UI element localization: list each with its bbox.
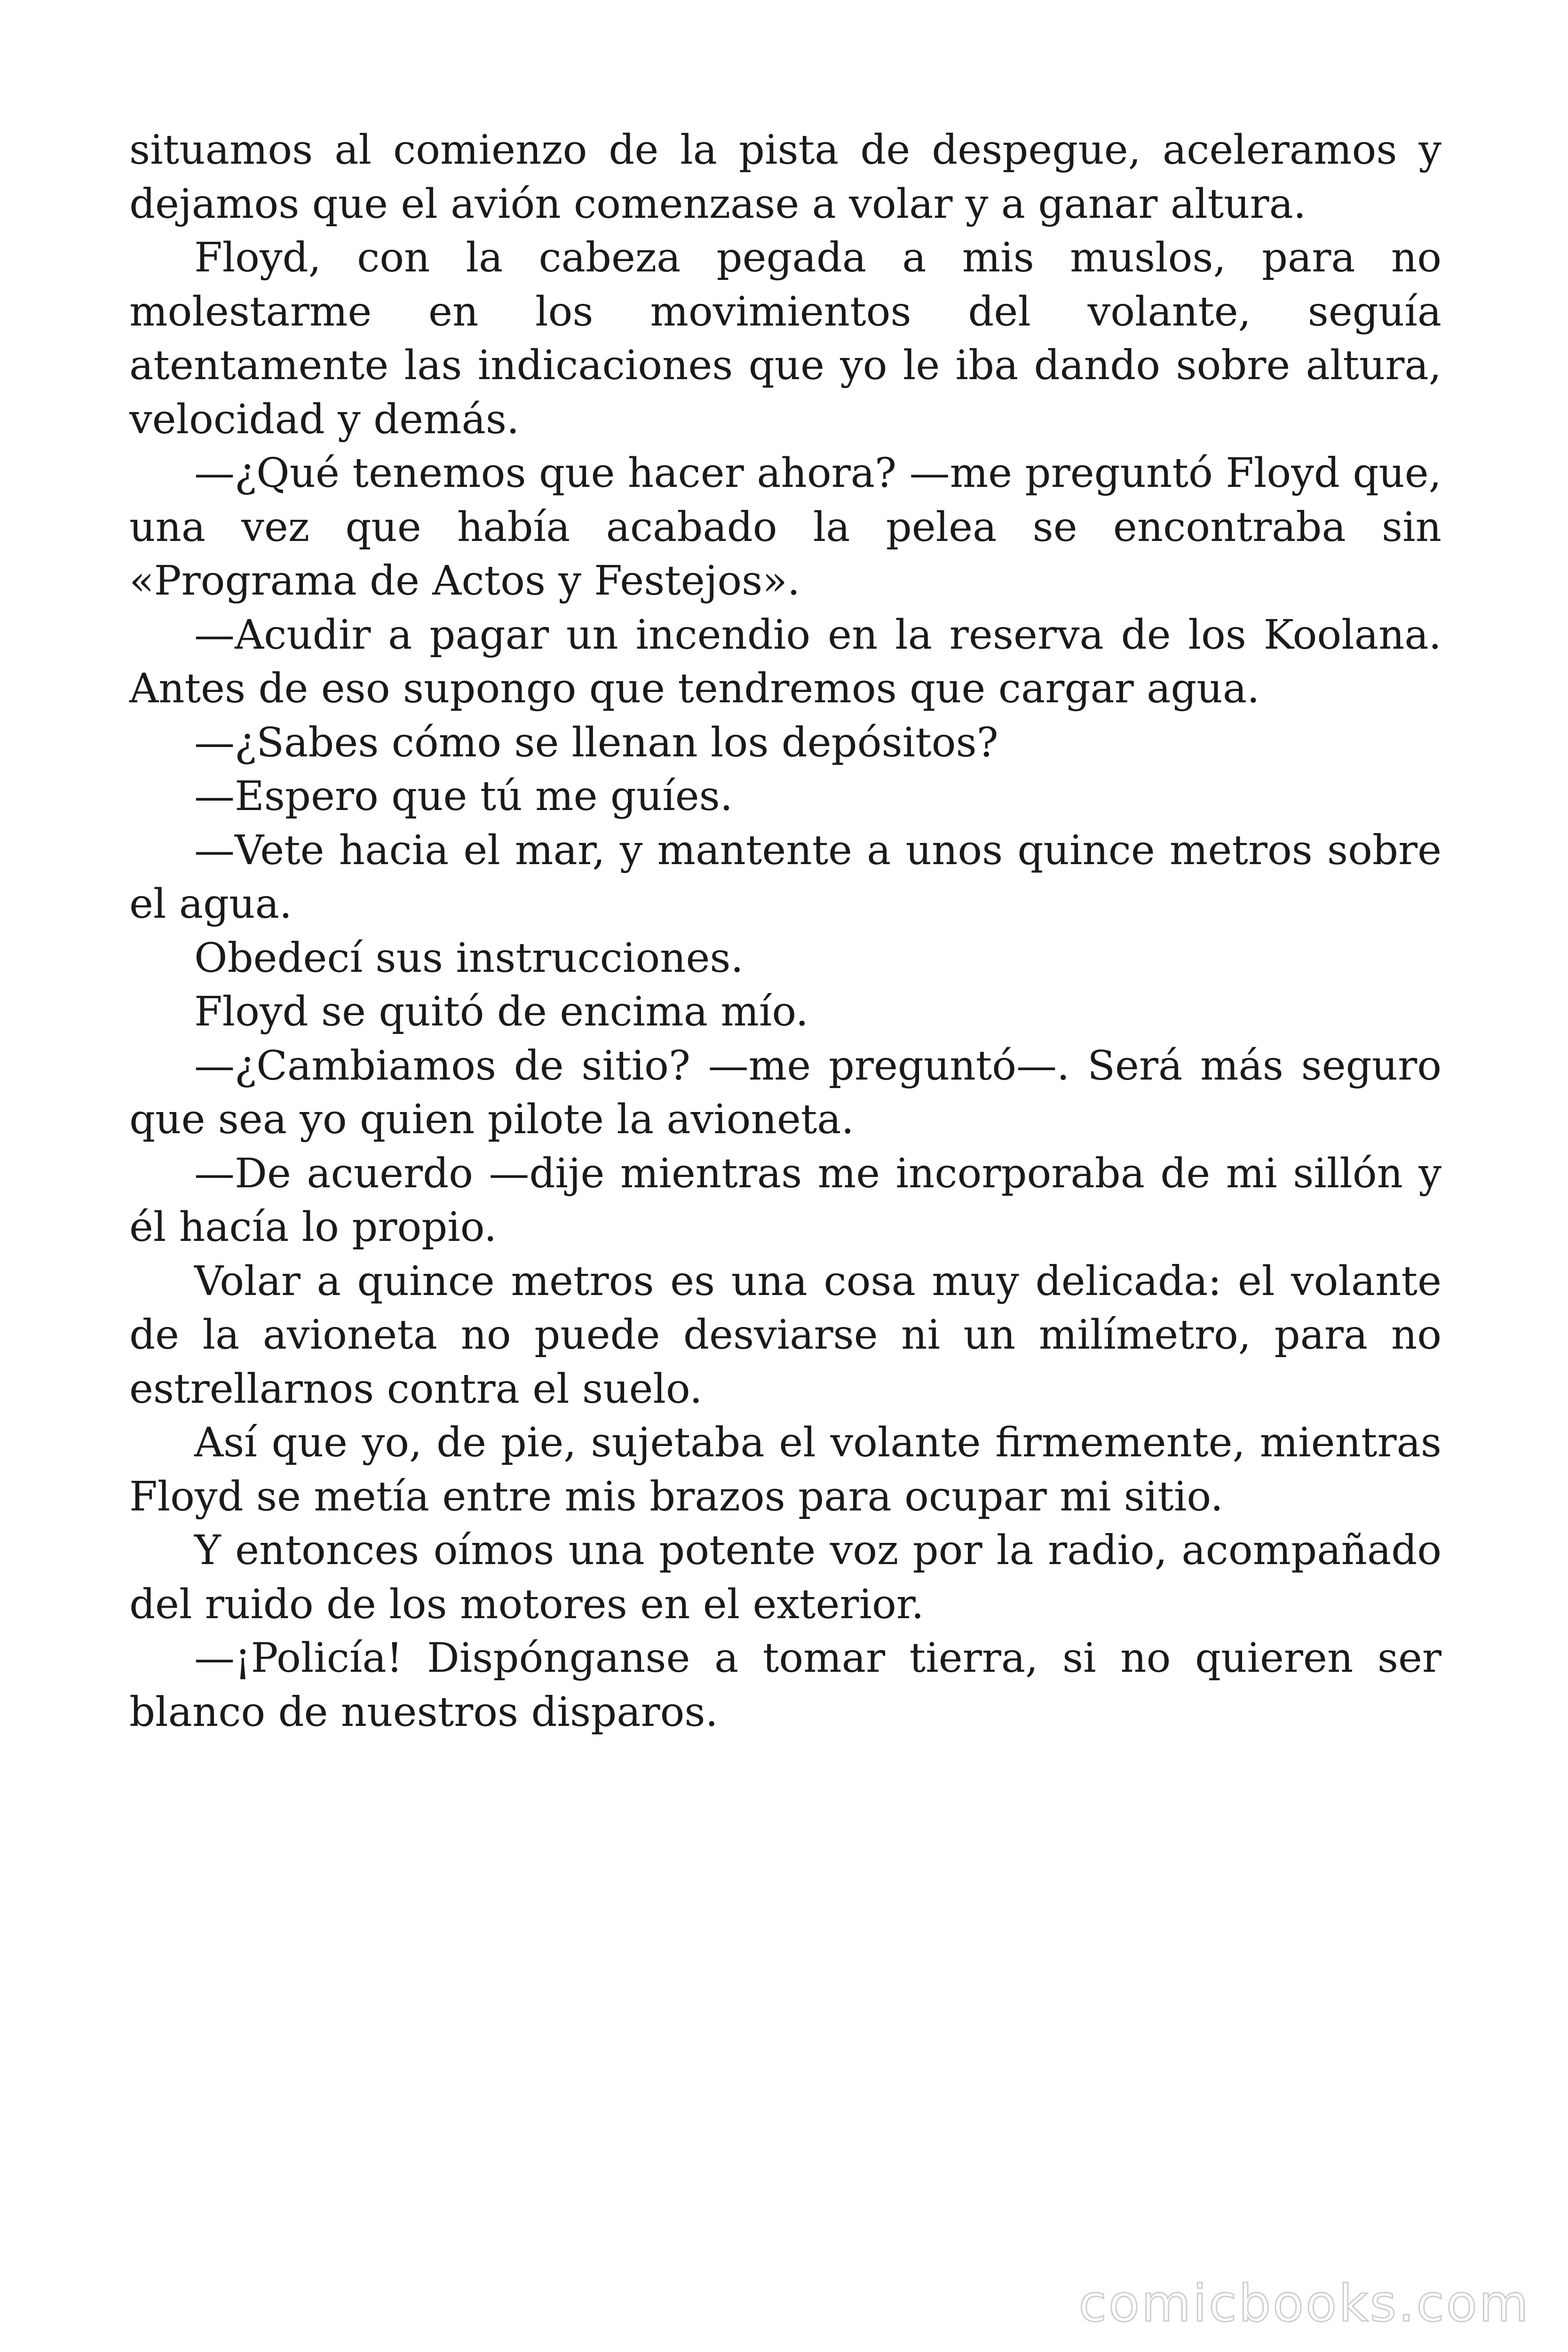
paragraph: Floyd se quitó de encima mío. (194, 988, 808, 1035)
paragraph: —¡Policía! Dispónganse a tomar tierra, si no quieren ser blanco de nuestros disparos. (129, 1635, 1441, 1736)
paragraph: —De acuerdo —dije mientras me incorporaba de mi sillón y él hacía lo propio. (129, 1150, 1441, 1251)
paragraph: —Espero que tú me guíes. (194, 773, 733, 820)
paragraph: situamos al comienzo de la pista de despegue, aceleramos y dejamos que el avión comenzase a volar y a ganar altura. (129, 127, 1441, 228)
watermark: comicbooks.com (1078, 2274, 1530, 2333)
body-text (129, 123, 1441, 1739)
paragraph: Y entonces oímos una potente voz por la radio, acompañado del ruido de los motores en el exterior. (129, 1527, 1441, 1628)
paragraph: Obedecí sus instrucciones. (194, 934, 744, 982)
paragraph: —¿Cambiamos de sitio? —me preguntó—. Será más seguro que sea yo quien pilote la avioneta. (129, 1042, 1441, 1143)
paragraph: —¿Qué tenemos que hacer ahora? —me preguntó Floyd que, una vez que había acabado la pelea se encontraba sin «Programa de Actos y Festejos». (129, 450, 1441, 604)
paragraph: Floyd, con la cabeza pegada a mis muslos, para no molestarme en los movimientos del volante, seguía atentamente las indicaciones que yo le iba dando sobre altura, velocidad y demás. (129, 234, 1441, 443)
paragraph: —¿Sabes cómo se llenan los depósitos? (194, 719, 998, 766)
paragraph: Volar a quince metros es una cosa muy delicada: el volante de la avioneta no puede desviarse ni un milímetro, para no estrellarnos contra el suelo. (129, 1257, 1441, 1413)
paragraph: —Vete hacia el mar, y mantente a unos quince metros sobre el agua. (129, 826, 1441, 928)
paragraph: —Acudir a pagar un incendio en la reserva de los Koolana. Antes de eso supongo que tendremos que cargar agua. (129, 611, 1441, 712)
paragraph: Así que yo, de pie, sujetaba el volante firmemente, mientras Floyd se metía entre mis brazos para ocupar mi sitio. (129, 1419, 1441, 1520)
